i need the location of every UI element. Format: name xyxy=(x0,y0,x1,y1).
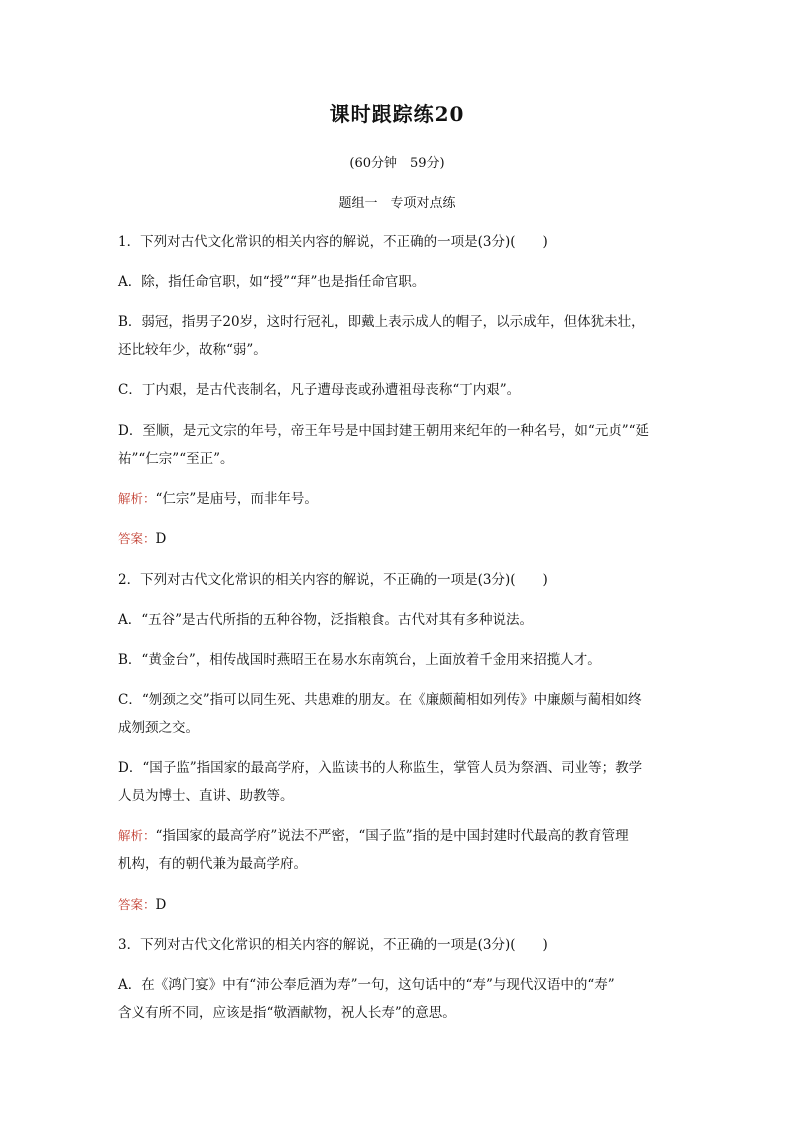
q2-option-a: A．“五谷”是古代所指的五种谷物，泛指粮食。古代对其有多种说法。 xyxy=(118,612,534,628)
answer-label: 答案： xyxy=(118,531,156,546)
q1-option-b-line1: B．弱冠，指男子20岁，这时行冠礼，即戴上表示成人的帽子，以示成年，但体犹未壮， xyxy=(118,314,645,330)
q1-answer-value: D xyxy=(155,531,167,547)
q1-answer xyxy=(118,529,166,549)
q2-stem: 2．下列对古代文化常识的相关内容的解说，不正确的一项是(3分)( ) xyxy=(118,572,548,588)
q1-option-a: A．除，指任命官职，如“授”“拜”也是指任命官职。 xyxy=(118,274,426,290)
q2-option-c-line2: 成刎颈之交。 xyxy=(118,720,199,736)
page-title: 课时跟踪练20 xyxy=(329,102,465,126)
q2-analysis-text: “指国家的最高学府”说法不严密，“国子监”指的是中国封建时代最高的教育管理 xyxy=(155,828,629,844)
q2-option-c-line1: C．“刎颈之交”指可以同生死、共患难的朋友。在《廉颇蔺相如列传》中廉颇与蔺相如终 xyxy=(118,692,642,708)
q1-analysis-text: “仁宗”是庙号，而非年号。 xyxy=(155,491,318,507)
q2-option-d-line2: 人员为博士、直讲、助教等。 xyxy=(118,788,294,804)
q2-answer xyxy=(118,895,166,915)
analysis-label: 解析： xyxy=(118,828,156,843)
q1-analysis xyxy=(118,489,318,509)
q2-answer-value: D xyxy=(155,897,167,913)
q1-option-d-line2: 祐”“仁宗”“至正”。 xyxy=(118,451,234,467)
q3-stem: 3．下列对古代文化常识的相关内容的解说，不正确的一项是(3分)( ) xyxy=(118,937,548,953)
question-group-heading: 题组一 专项对点练 xyxy=(338,196,456,211)
q1-option-c: C．丁内艰，是古代丧制名，凡子遭母丧或孙遭祖母丧称“丁内艰”。 xyxy=(118,382,521,398)
q1-option-d-line1: D．至顺，是元文宗的年号，帝王年号是中国封建王朝用来纪年的一种名号，如“元贞”“延 xyxy=(118,423,650,439)
q1-option-b-line2: 还比较年少，故称“弱”。 xyxy=(118,342,267,358)
q3-option-a-line2: 含义有所不同，应该是指“敬酒献物，祝人长寿”的意思。 xyxy=(118,1005,456,1021)
q3-option-a-line1: A．在《鸿门宴》中有“沛公奉卮酒为寿”一句，这句话中的“寿”与现代汉语中的“寿” xyxy=(118,977,615,993)
q2-option-b: B．“黄金台”，相传战国时燕昭王在易水东南筑台，上面放着千金用来招揽人才。 xyxy=(118,652,601,668)
time-score-subtitle: (60分钟 59分) xyxy=(349,156,445,171)
q1-stem: 1．下列对古代文化常识的相关内容的解说，不正确的一项是(3分)( ) xyxy=(118,234,548,250)
q2-analysis-line1 xyxy=(118,826,629,846)
analysis-label: 解析： xyxy=(118,491,156,506)
q2-option-d-line1: D．“国子监”指国家的最高学府，入监读书的人称监生，掌管人员为祭酒、司业等；教学 xyxy=(118,760,643,776)
q2-analysis-line2: 机构，有的朝代兼为最高学府。 xyxy=(118,856,307,872)
answer-label: 答案： xyxy=(118,897,156,912)
